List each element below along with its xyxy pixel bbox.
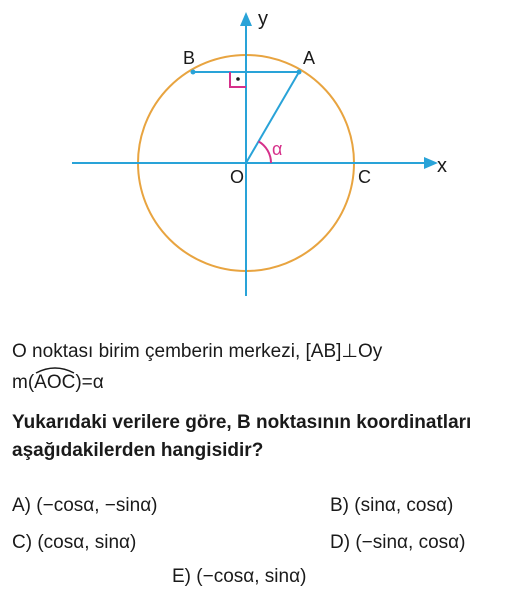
point-c-label: C [358,167,371,187]
point-b-label: B [183,48,196,68]
point-b-dot [191,70,196,75]
point-a-label: A [303,48,316,68]
statement-line-1: O noktası birim çemberin merkezi, [AB]⊥Oy [12,341,383,362]
angle-alpha-label: α [272,139,283,159]
point-a-dot [297,70,302,75]
right-angle-dot [236,77,240,81]
statement-line-2 [12,372,104,394]
x-axis-label: x [437,155,447,177]
x-axis-arrow [424,157,438,169]
y-axis-label: y [258,8,268,30]
question-line-2: aşağıdakilerden hangisidir? [12,440,264,461]
angle-aoc-text: AOC [34,372,76,393]
question-line-1: Yukarıdaki verilere göre, B noktasının koordinatları [12,412,472,433]
statement-suffix: )=α [75,372,104,393]
y-axis-arrow [240,12,252,26]
option-d[interactable]: D) (−sinα, cosα) [330,532,466,553]
option-c[interactable]: C) (cosα, sinα) [12,532,137,553]
angle-aoc [34,372,75,394]
angle-hat [35,366,75,374]
option-a[interactable]: A) (−cosα, −sinα) [12,495,158,516]
option-e[interactable]: E) (−cosα, sinα) [172,566,307,587]
option-b[interactable]: B) (sinα, cosα) [330,495,454,516]
point-o-label: O [230,167,245,187]
angle-alpha-arc [259,141,272,163]
statement-prefix: m( [12,372,35,393]
